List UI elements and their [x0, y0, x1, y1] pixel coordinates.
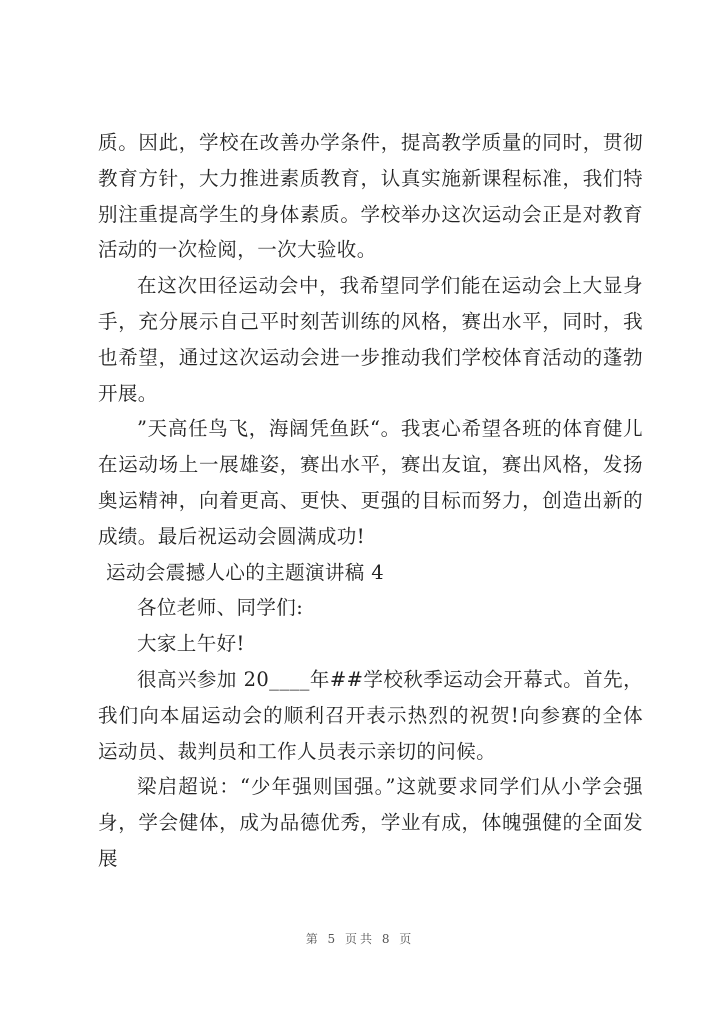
section-heading: 运动会震撼人心的主题演讲稿 4: [106, 560, 385, 584]
paragraph-1: 质。因此，学校在改善办学条件，提高教学质量的同时，贯彻教育方针，大力推进素质教育，认真实施新课程标准，我们特别注重提高学生的身体素质。学校举办这次运动会正是对教育活动的一次检阅，一次大验收。: [98, 131, 643, 262]
paragraph-3: ”天高任鸟飞，海阔凭鱼跃“。我衷心希望各班的体育健儿在运动场上一展雄姿，赛出水平，赛出友谊，赛出风格，发扬奥运精神，向着更高、更快、更强的目标而努力，创造出新的成绩。最后祝运动会圆满成功!: [98, 417, 643, 548]
paragraph-5: 梁启超说：“少年强则国强。”这就要求同学们从小学会强身，学会健体，成为品德优秀，学业有成，体魄强健的全面发展: [98, 775, 643, 870]
salutation: 各位老师、同学们:: [137, 596, 304, 620]
page-number-footer: 第 5 页共 8 页: [305, 932, 415, 946]
greeting: 大家上午好!: [137, 632, 245, 656]
paragraph-4: 很高兴参加 20____年##学校秋季运动会开幕式。首先，我们向本届运动会的顺利召开表示热烈的祝贺!向参赛的全体运动员、裁判员和工作人员表示亲切的问候。: [98, 667, 643, 763]
document-body: [98, 125, 643, 877]
paragraph-2: 在这次田径运动会中，我希望同学们能在运动会上大显身手，充分展示自己平时刻苦训练的风格，赛出水平，同时，我也希望，通过这次运动会进一步推动我们学校体育活动的蓬勃开展。: [98, 274, 643, 405]
